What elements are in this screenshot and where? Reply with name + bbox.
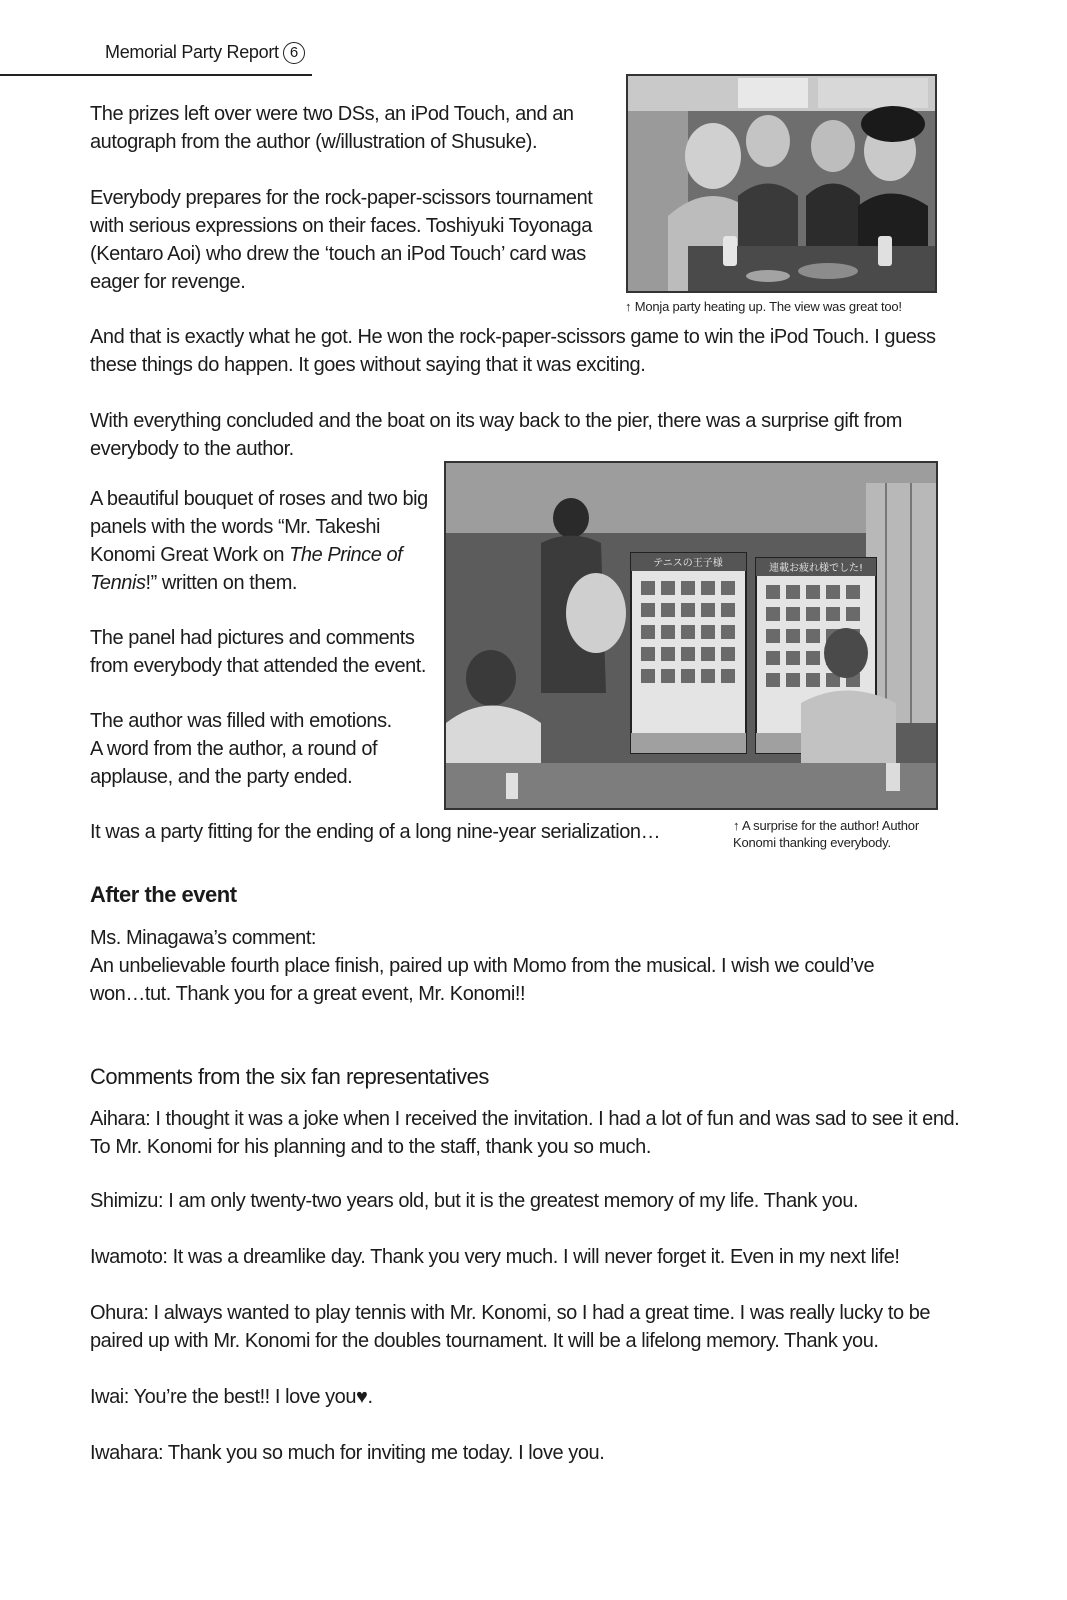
fan-comment-iwai [90,1383,970,1411]
bouquet-p3-line1: The author was filled with emotions. [90,710,392,732]
iwai-text: Iwai: You’re the best!! I love you [90,1386,356,1408]
fan-comment-iwahara: Iwahara: Thank you so much for inviting me today. I love you. [90,1442,605,1464]
photo1-caption: ↑ Monja party heating up. The view was great too! [625,299,902,314]
after-event-heading: After the event [90,882,237,907]
bouquet-paragraph-3 [90,707,435,791]
monja-party-illustration [628,76,935,291]
panel-left-banner: テニスの王子様 [653,558,723,569]
intro-paragraph-3: And that is exactly what he got. He won the rock-paper-scissors game to win the iPod Touch. I guess these things do happen. It goes without saying that it was exciting. [90,326,936,376]
surprise-gift-illustration [446,463,936,808]
fan-comments-heading: Comments from the six fan representatives [90,1064,489,1089]
intro-paragraph-2: Everybody prepares for the rock-paper-scissors tournament with serious expressions on their faces. Toshiyuki Toyonaga (Kentaro Aoi) who drew the ‘touch an iPod Touch’ card was eager for revenge. [90,187,593,293]
bouquet-text-a: A beautiful bouquet of roses and two big panels with the words “Mr. Takeshi Konomi Great Work on [90,488,428,566]
minagawa-comment: An unbelievable fourth place finish, paired up with Momo from the musical. I wish we could’ve won…tut. Thank you for a great event, Mr. Konomi!! [90,955,875,1005]
iwai-end: . [367,1386,373,1408]
intro-paragraph-4: With everything concluded and the boat on its way back to the pier, there was a surprise gift from everybody to the author. [90,410,902,460]
photo-monja-party [626,74,937,293]
bouquet-paragraph-1 [90,485,440,597]
header-title: Memorial Party Report [105,42,279,62]
bouquet-p3-line2: A word from the author, a round of applause, and the party ended. [90,738,378,788]
series-title: The Prince of Tennis [90,544,403,594]
intro-paragraph-1: The prizes left over were two DSs, an iPod Touch, and an autograph from the author (w/illustration of Shusuke). [90,103,574,153]
bouquet-paragraph-2: The panel had pictures and comments from everybody that attended the event. [90,627,427,677]
fan-comment-shimizu: Shimizu: I am only twenty-two years old, but it is the greatest memory of my life. Thank you. [90,1190,859,1212]
photo2-caption: ↑ A surprise for the author! Author Konomi thanking everybody. [733,818,919,850]
heart-icon: ♥ [356,1386,368,1408]
bouquet-paragraph-4: It was a party fitting for the ending of a long nine-year serialization… [90,821,661,843]
minagawa-label: Ms. Minagawa’s comment: [90,927,317,949]
page-header [0,38,312,76]
page-number-badge: 6 [283,42,305,64]
fan-comment-iwamoto: Iwamoto: It was a dreamlike day. Thank you very much. I will never forget it. Even in my next life! [90,1246,900,1268]
fan-comment-aihara: Aihara: I thought it was a joke when I received the invitation. I had a lot of fun and was sad to see it end. To Mr. Konomi for his planning and to the staff, thank you so much. [90,1108,960,1158]
fan-comment-ohura: Ohura: I always wanted to play tennis with Mr. Konomi, so I had a great time. I was really lucky to be paired up with Mr. Konomi for the doubles tournament. It will be a lifelong memory. Thank you. [90,1302,931,1352]
photo-surprise-gift [444,461,938,810]
panel-right-banner: 連載お疲れ様でした! [768,563,864,574]
bouquet-text-b: !” written on them. [145,572,298,594]
